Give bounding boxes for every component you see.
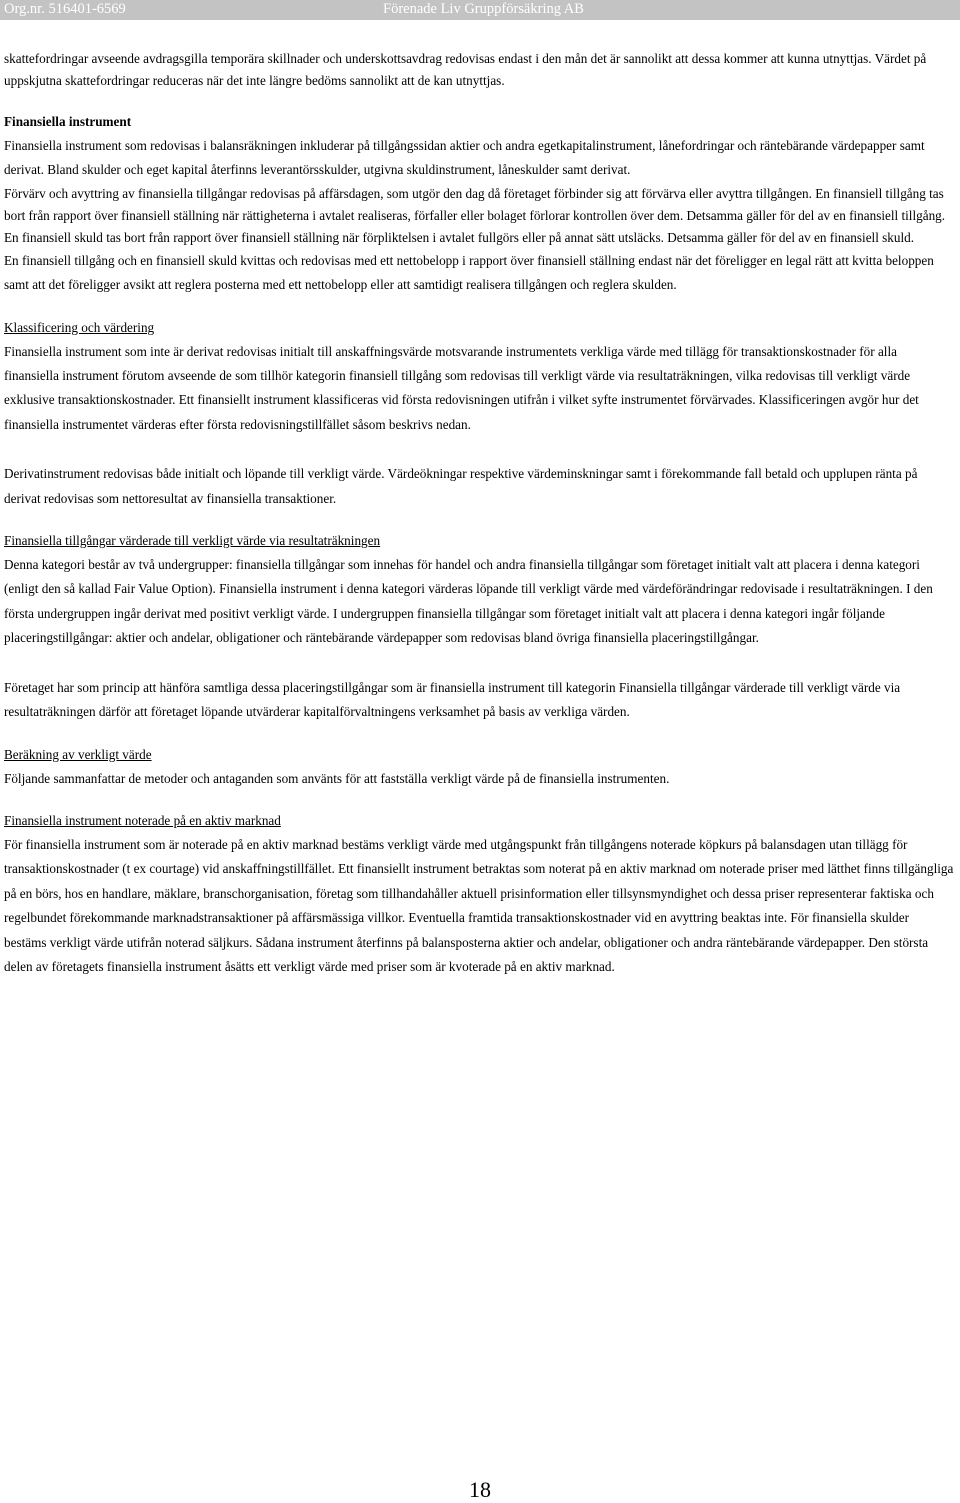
paragraph: Företaget har som princip att hänföra samtliga dessa placeringstillgångar som är finansiella instrument till kategorin Finansiella tillgångar värderade till verkligt värde via resultaträkningen därför att företaget löpande utvärderar kapitalförvaltningens verksamhet på basis av verkliga värden. (4, 679, 901, 720)
paragraph: Förvärv och avyttring av finansiella tillgångar redovisas på affärsdagen, som utgör den dag då företaget förbinder sig att förvärva eller avyttra tillgången. En finansiell tillgång tas bort från rapport över finansiell ställning när rättigheterna i avtalet realiseras, förfaller eller bolaget förlorar kontrollen över dem. Detsamma gäller för del av en finansiell tillgång. En finansiell skuld tas bort från rapport över finansiell ställning när förpliktelsen i avtalet fullgörs eller på annat sätt utsläcks. Detsamma gäller för del av en finansiell skuld. (4, 185, 946, 245)
section-heading-noterade: Finansiella instrument noterade på en aktiv marknad (4, 812, 281, 828)
org-number: Org.nr. 516401-6569 (4, 1, 126, 17)
document-body (4, 48, 954, 979)
paragraph: Finansiella instrument som inte är derivat redovisas initialt till anskaffningsvärde motsvarande instrumentets verkliga värde med tillägg för transaktionskostnader för alla finansiella instrument förutom avseende de som tillhör kategorin finansiell tillgång som redovisas till verkligt värde via resultaträkningen, vilka redovisas till verkligt värde exklusive transaktionskostnader. Ett finansiellt instrument klassificeras vid första redovisningen utifrån i vilket syfte instrumentet förvärvades. Klassificeringen avgör hur det finansiella instrumentet värderas efter första redovisningstillfället såsom beskrivs nedan. (4, 343, 919, 432)
page-header (0, 0, 960, 20)
section-heading-klassificering: Klassificering och värdering (4, 319, 155, 335)
section-heading-berakning: Beräkning av verkligt värde (4, 746, 152, 762)
section-heading-finansiella-instrument: Finansiella instrument (4, 114, 132, 129)
paragraph: Finansiella instrument som redovisas i balansräkningen inkluderar på tillgångssidan aktier och andra egetkapitalinstrument, lånefordringar och räntebärande värdepapper samt derivat. Bland skulder och eget kapital återfinns leverantörsskulder, utgivna skuldinstrument, låneskulder samt derivat. (4, 138, 925, 178)
paragraph: Följande sammanfattar de metoder och antaganden som använts för att fastställa verkligt värde på de finansiella instrumenten. (4, 770, 670, 786)
section-heading-fvtpl: Finansiella tillgångar värderade till verkligt värde via resultaträkningen (4, 533, 381, 549)
intro-paragraph: skattefordringar avseende avdragsgilla temporära skillnader och underskottsavdrag redovisas endast i den mån det är sannolikt att dessa kommer att kunna utnyttjas. Värdet på uppskjutna skattefordringar reduceras när det inte längre bedöms sannolikt att de kan utnyttjas. (4, 51, 927, 88)
paragraph: Denna kategori består av två undergrupper: finansiella tillgångar som innehas för handel och andra finansiella tillgångar som företaget initialt valt att placera i denna kategori (enligt den så kallad Fair Value Option). Finansiella instrument i denna kategori värderas löpande till verkligt värde med värdeförändringar redovisade i resultaträkningen. I den första undergruppen ingår derivat med positivt verkligt värde. I undergruppen finansiella tillgångar som företaget initialt valt att placera i denna kategori ingår följande placeringstillgångar: aktier och andelar, obligationer och räntebärande värdepapper som redovisas bland övriga finansiella placeringstillgångar. (4, 557, 933, 646)
paragraph: En finansiell tillgång och en finansiell skuld kvittas och redovisas med ett nettobelopp i rapport över finansiell ställning endast när det föreligger en legal rätt att kvitta beloppen samt att det föreligger avsikt att reglera posterna med ett nettobelopp eller att samtidigt realisera tillgången och reglera skulden. (4, 252, 934, 293)
paragraph: För finansiella instrument som är noterade på en aktiv marknad bestäms verkligt värde med utgångspunkt från tillgångens noterade köpkurs på balansdagen utan tillägg för transaktionskostnader (t ex courtage) vid anskaffningstillfället. Ett finansiellt instrument betraktas som noterat på en aktiv marknad om noterade priser med lätthet finns tillgängliga på en börs, hos en handlare, mäklare, branschorganisation, företag som tillhandahåller aktuell prisinformation eller tillsynsmyndighet och dessa priser representerar faktiska och regelbundet förekommande marknadstransaktioner på affärsmässiga villkor. Eventuella framtida transaktionskostnader vid en avyttring beaktas inte. För finansiella skulder bestäms verkligt värde utifrån noterad säljkurs. Sådana instrument återfinns på balansposterna aktier och andelar, obligationer och andra räntebärande värdepapper. Den största delen av företagets finansiella instrument åsätts ett verkligt värde med priser som är kvoterade på en aktiv marknad. (4, 836, 954, 974)
paragraph: Derivatinstrument redovisas både initialt och löpande till verkligt värde. Värdeökningar respektive värdeminskningar samt i förekommande fall betald och upplupen ränta på derivat redovisas som nettoresultat av finansiella transaktioner. (4, 466, 918, 506)
page-number: 18 (469, 1477, 491, 1502)
company-name: Förenade Liv Gruppförsäkring AB (383, 1, 584, 17)
